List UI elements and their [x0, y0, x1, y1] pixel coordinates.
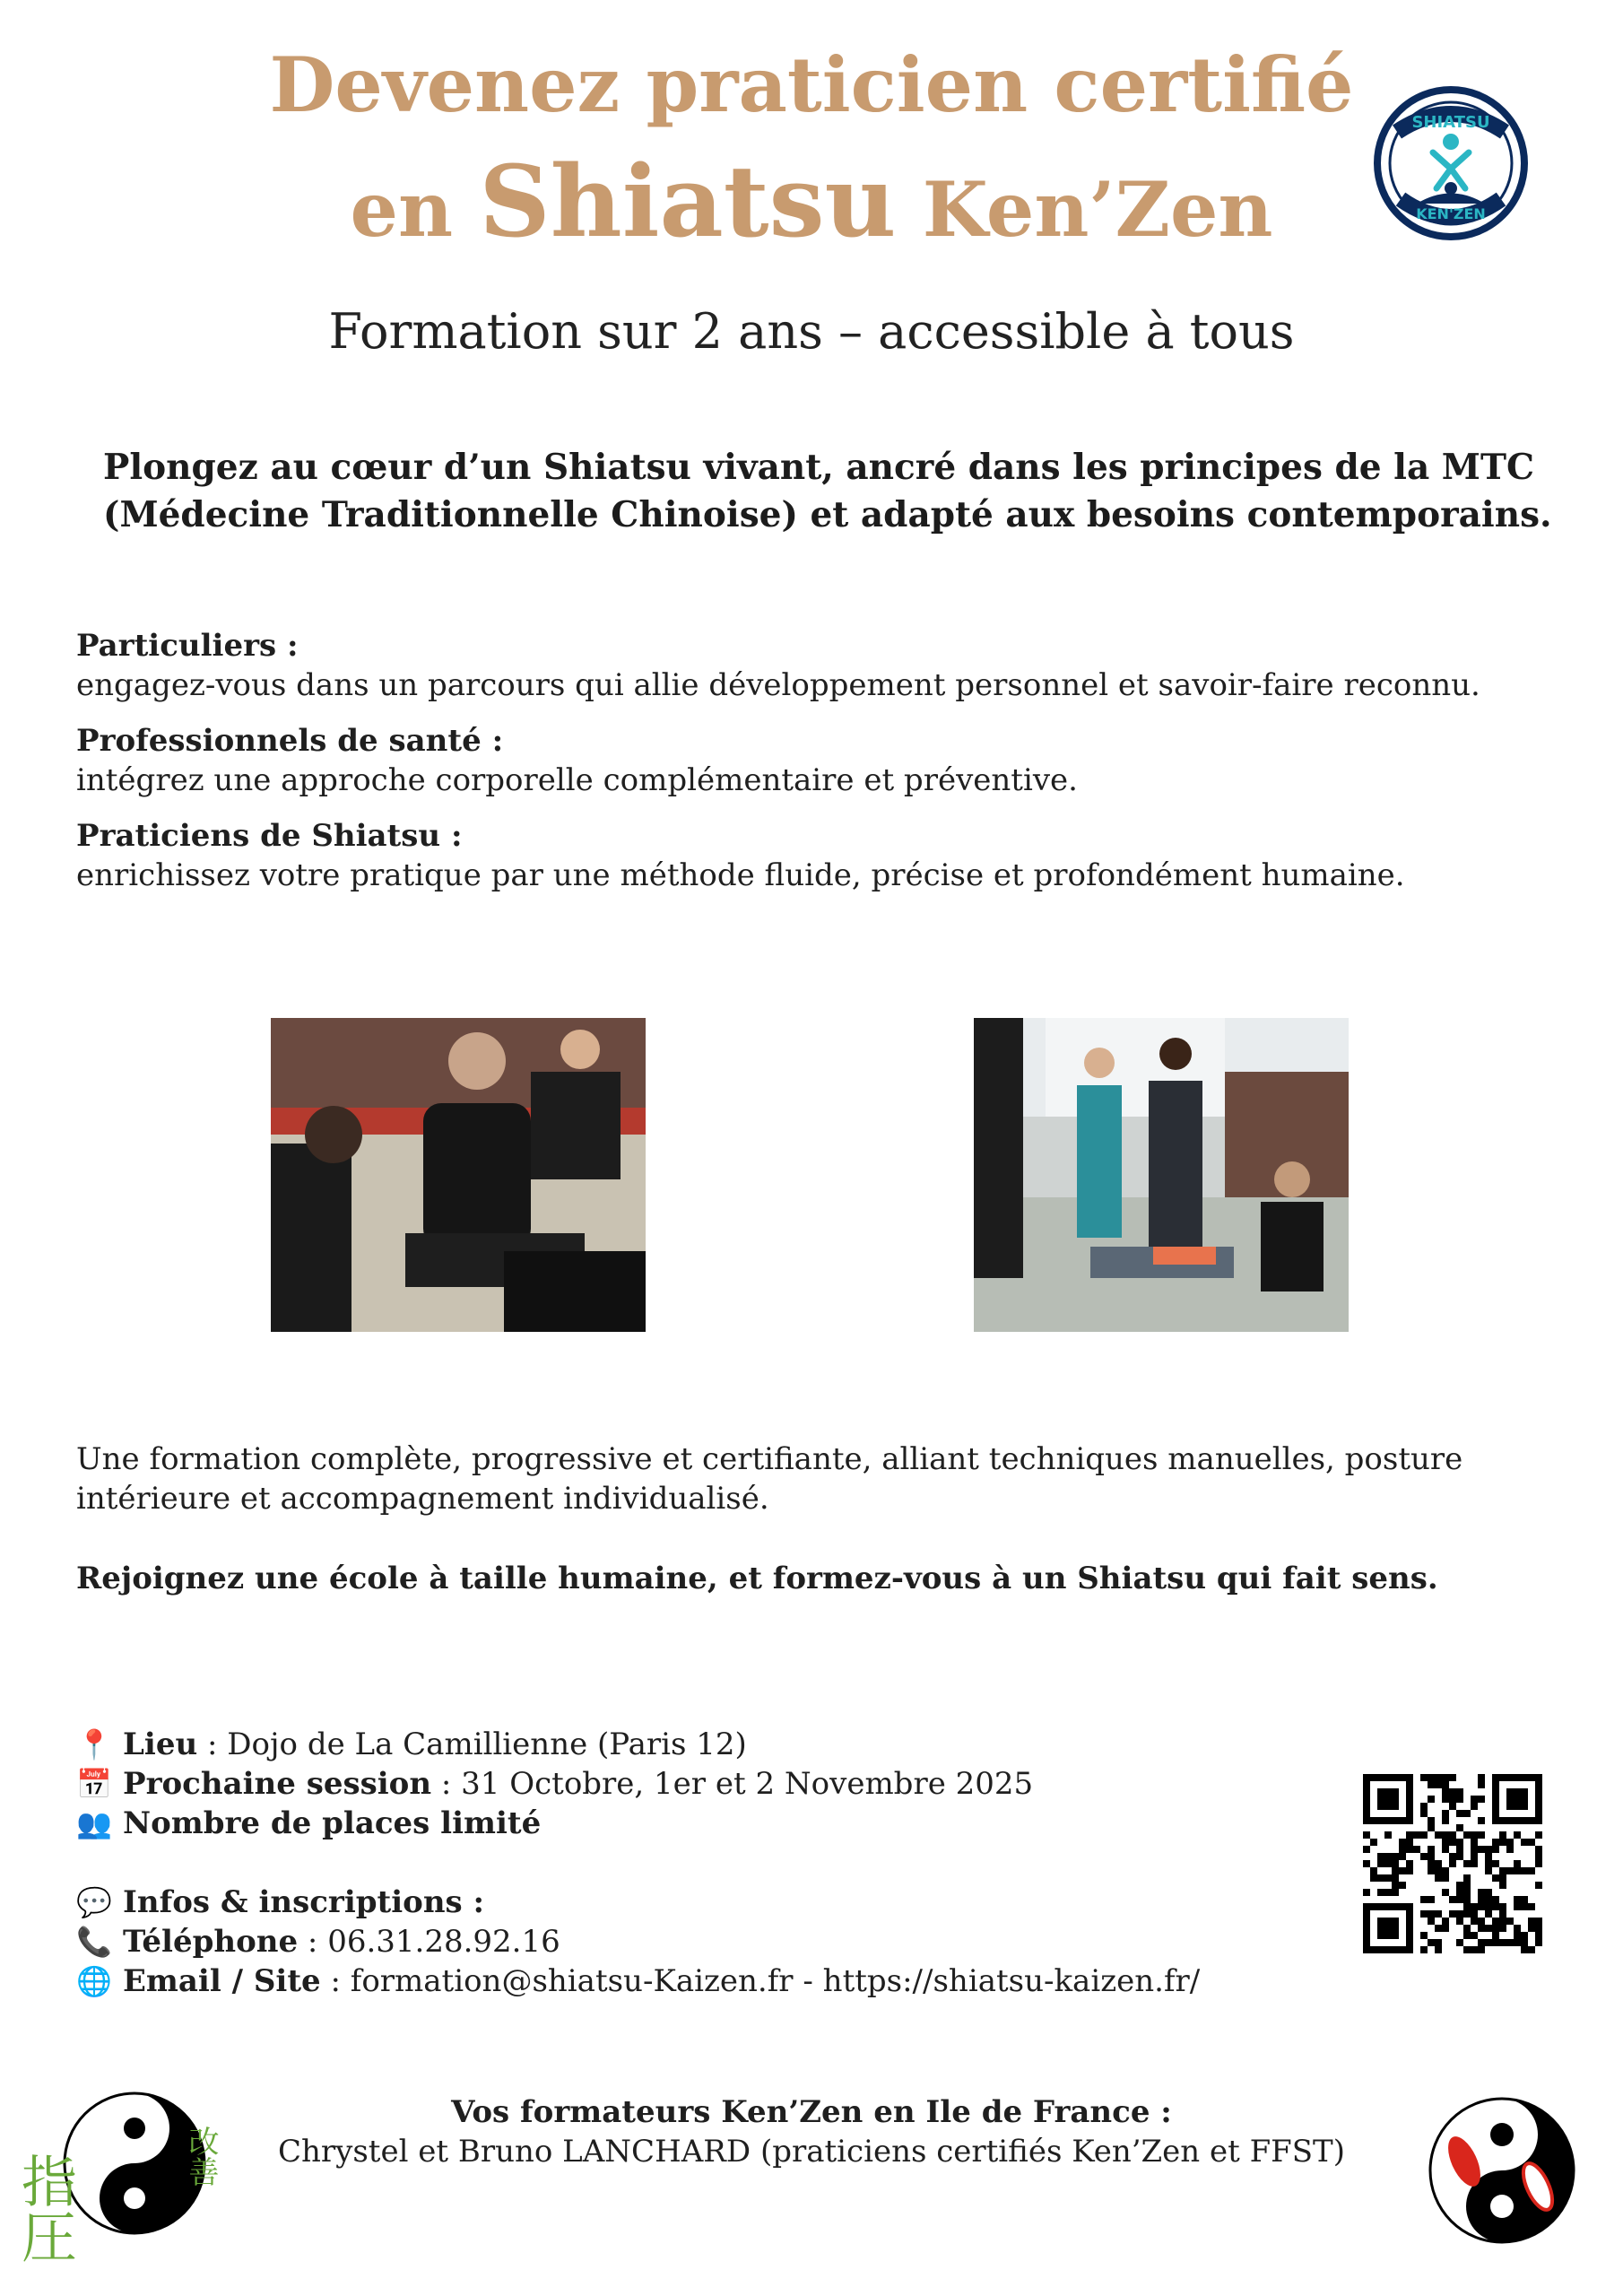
title-prefix: en: [350, 165, 480, 254]
globe-icon: 🌐: [76, 1964, 112, 1998]
audience-heading: Professionnels de santé :: [76, 723, 504, 759]
info-lieu: 📍 Lieu : Dojo de La Camillienne (Paris 12): [76, 1726, 747, 1762]
call-to-action: Rejoignez une école à taille humaine, et formez-vous à un Shiatsu qui fait sens.: [76, 1561, 1438, 1596]
email-site-link[interactable]: formation@shiatsu-Kaizen.fr - https://shiatsu-kaizen.fr/: [350, 1963, 1201, 1999]
people-icon: 👥: [76, 1806, 112, 1840]
audience-professionnels: [76, 721, 1601, 800]
photo-shiatsu-practice-2: [974, 1018, 1349, 1332]
title-kenzen: Ken’Zen: [896, 165, 1273, 254]
info-telephone: 📞 Téléphone : 06.31.28.92.16: [76, 1924, 560, 1960]
page-title-line-1: Devenez praticien certifié: [269, 40, 1354, 129]
qr-code[interactable]: [1363, 1774, 1542, 1953]
audience-particuliers: [76, 626, 1601, 705]
audience-text: intégrez une approche corporelle complémentaire et préventive.: [76, 762, 1078, 798]
calendar-icon: 📅: [76, 1767, 112, 1801]
shiatsu-kenzen-logo: [1370, 83, 1532, 244]
subtitle: Formation sur 2 ans – accessible à tous: [328, 303, 1295, 360]
title-shiatsu: Shiatsu: [479, 144, 897, 259]
phone-number[interactable]: 06.31.28.92.16: [327, 1924, 560, 1960]
phone-icon: 📞: [76, 1925, 112, 1959]
trainers-names: Chrystel et Bruno LANCHARD (praticiens certifiés Ken’Zen et FFST): [277, 2134, 1346, 2170]
info-session: 📅 Prochaine session : 31 Octobre, 1er et 2 Novembre 2025: [76, 1766, 1034, 1802]
info-places: 👥 Nombre de places limité: [76, 1805, 542, 1841]
audience-praticiens: [76, 816, 1601, 895]
calligraphy-left: 指圧: [12, 2152, 78, 2264]
audience-heading: Particuliers :: [76, 628, 299, 664]
speech-icon: 💬: [76, 1885, 112, 1919]
pin-icon: 📍: [76, 1727, 112, 1761]
audience-heading: Praticiens de Shiatsu :: [76, 818, 463, 854]
intro-paragraph: Plongez au cœur d’un Shiatsu vivant, ancré dans les principes de la MTC (Médecine Traditionnelle Chinoise) et adapté aux besoins contemporains.: [103, 447, 1552, 535]
calligraphy-right: 改善: [183, 2126, 219, 2187]
trainers-title: Vos formateurs Ken’Zen en Ile de France :: [451, 2094, 1172, 2130]
audience-text: enrichissez votre pratique par une méthode fluide, précise et profondément humaine.: [76, 857, 1405, 893]
logo-top-text: SHIATSU: [1411, 113, 1490, 132]
yin-yang-calligraphy-left: [12, 2090, 226, 2264]
info-inscriptions: 💬 Infos & inscriptions :: [76, 1884, 485, 1920]
audience-text: engagez-vous dans un parcours qui allie développement personnel et savoir-faire reconnu.: [76, 667, 1480, 703]
info-email-site: 🌐 Email / Site : formation@shiatsu-Kaizen.fr - https://shiatsu-kaizen.fr/: [76, 1963, 1201, 1999]
yin-yang-koi-right: [1426, 2094, 1578, 2247]
summary-paragraph: Une formation complète, progressive et certifiante, alliant techniques manuelles, posture intérieure et accompagnement individualisé.: [76, 1441, 1463, 1517]
photo-shiatsu-practice-1: [271, 1018, 646, 1332]
logo-bottom-text: KEN'ZEN: [1416, 205, 1486, 222]
